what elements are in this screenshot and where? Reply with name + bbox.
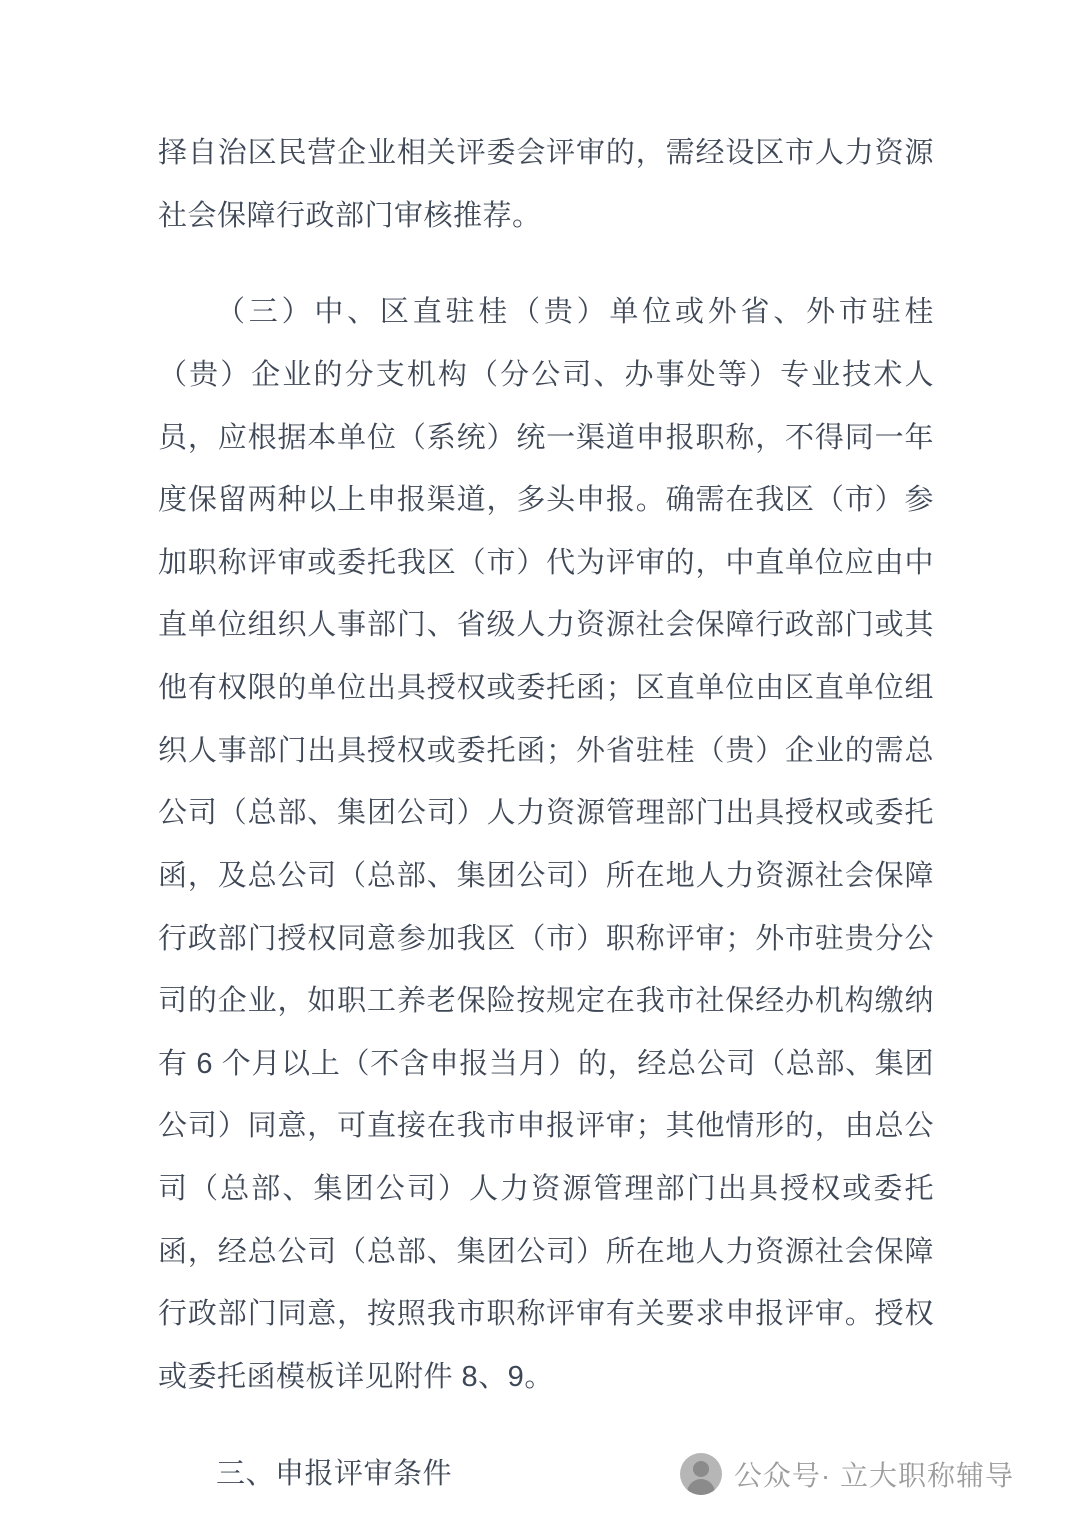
watermark-text: 公众号· 立大职称辅导: [733, 1460, 1014, 1491]
section-heading-application-conditions: 三、申报评审条件: [216, 1457, 453, 1490]
paragraph-item-three: （三）中、区直驻桂（贵）单位或外省、外市驻桂（贵）企业的分支机构（分公司、办事处等）专业技术人员，应根据本单位（系统）统一渠道申报职称，不得同一年度保留两种以上申报渠道，多头申报。确需在我区（市）参加职称评审或委托我区（市）代为评审的，中直单位应由中直单位组织人事部门、省级人力资源社会保障行政部门或其他有权限的单位出具授权或委托函；区直单位由区直单位组织人事部门出具授权或委托函；外省驻桂（贵）企业的需总公司（总部、集团公司）人力资源管理部门出具授权或委托函，及总公司（总部、集团公司）所在地人力资源社会保障行政部门授权同意参加我区（市）职称评审；外市驻贵分公司的企业，如职工养老保险按规定在我市社保经办机构缴纳有 6 个月以上（不含申报当月）的，经总公司（总部、集团公司）同意，可直接在我市申报评审；其他情形的，由总公司（总部、集团公司）人力资源管理部门出具授权或委托函，经总公司（总部、集团公司）所在地人力资源社会保障行政部门同意，按照我市职称评审有关要求申报评审。授权或委托函模板详见附件 8、9。: [158, 296, 934, 1393]
watermark-footer: [680, 1453, 1014, 1495]
document-body: [158, 122, 934, 1505]
official-account-avatar-icon: [680, 1453, 722, 1495]
paragraph-continuation: 择自治区民营企业相关评委会评审的，需经设区市人力资源社会保障行政部门审核推荐。: [158, 137, 934, 232]
